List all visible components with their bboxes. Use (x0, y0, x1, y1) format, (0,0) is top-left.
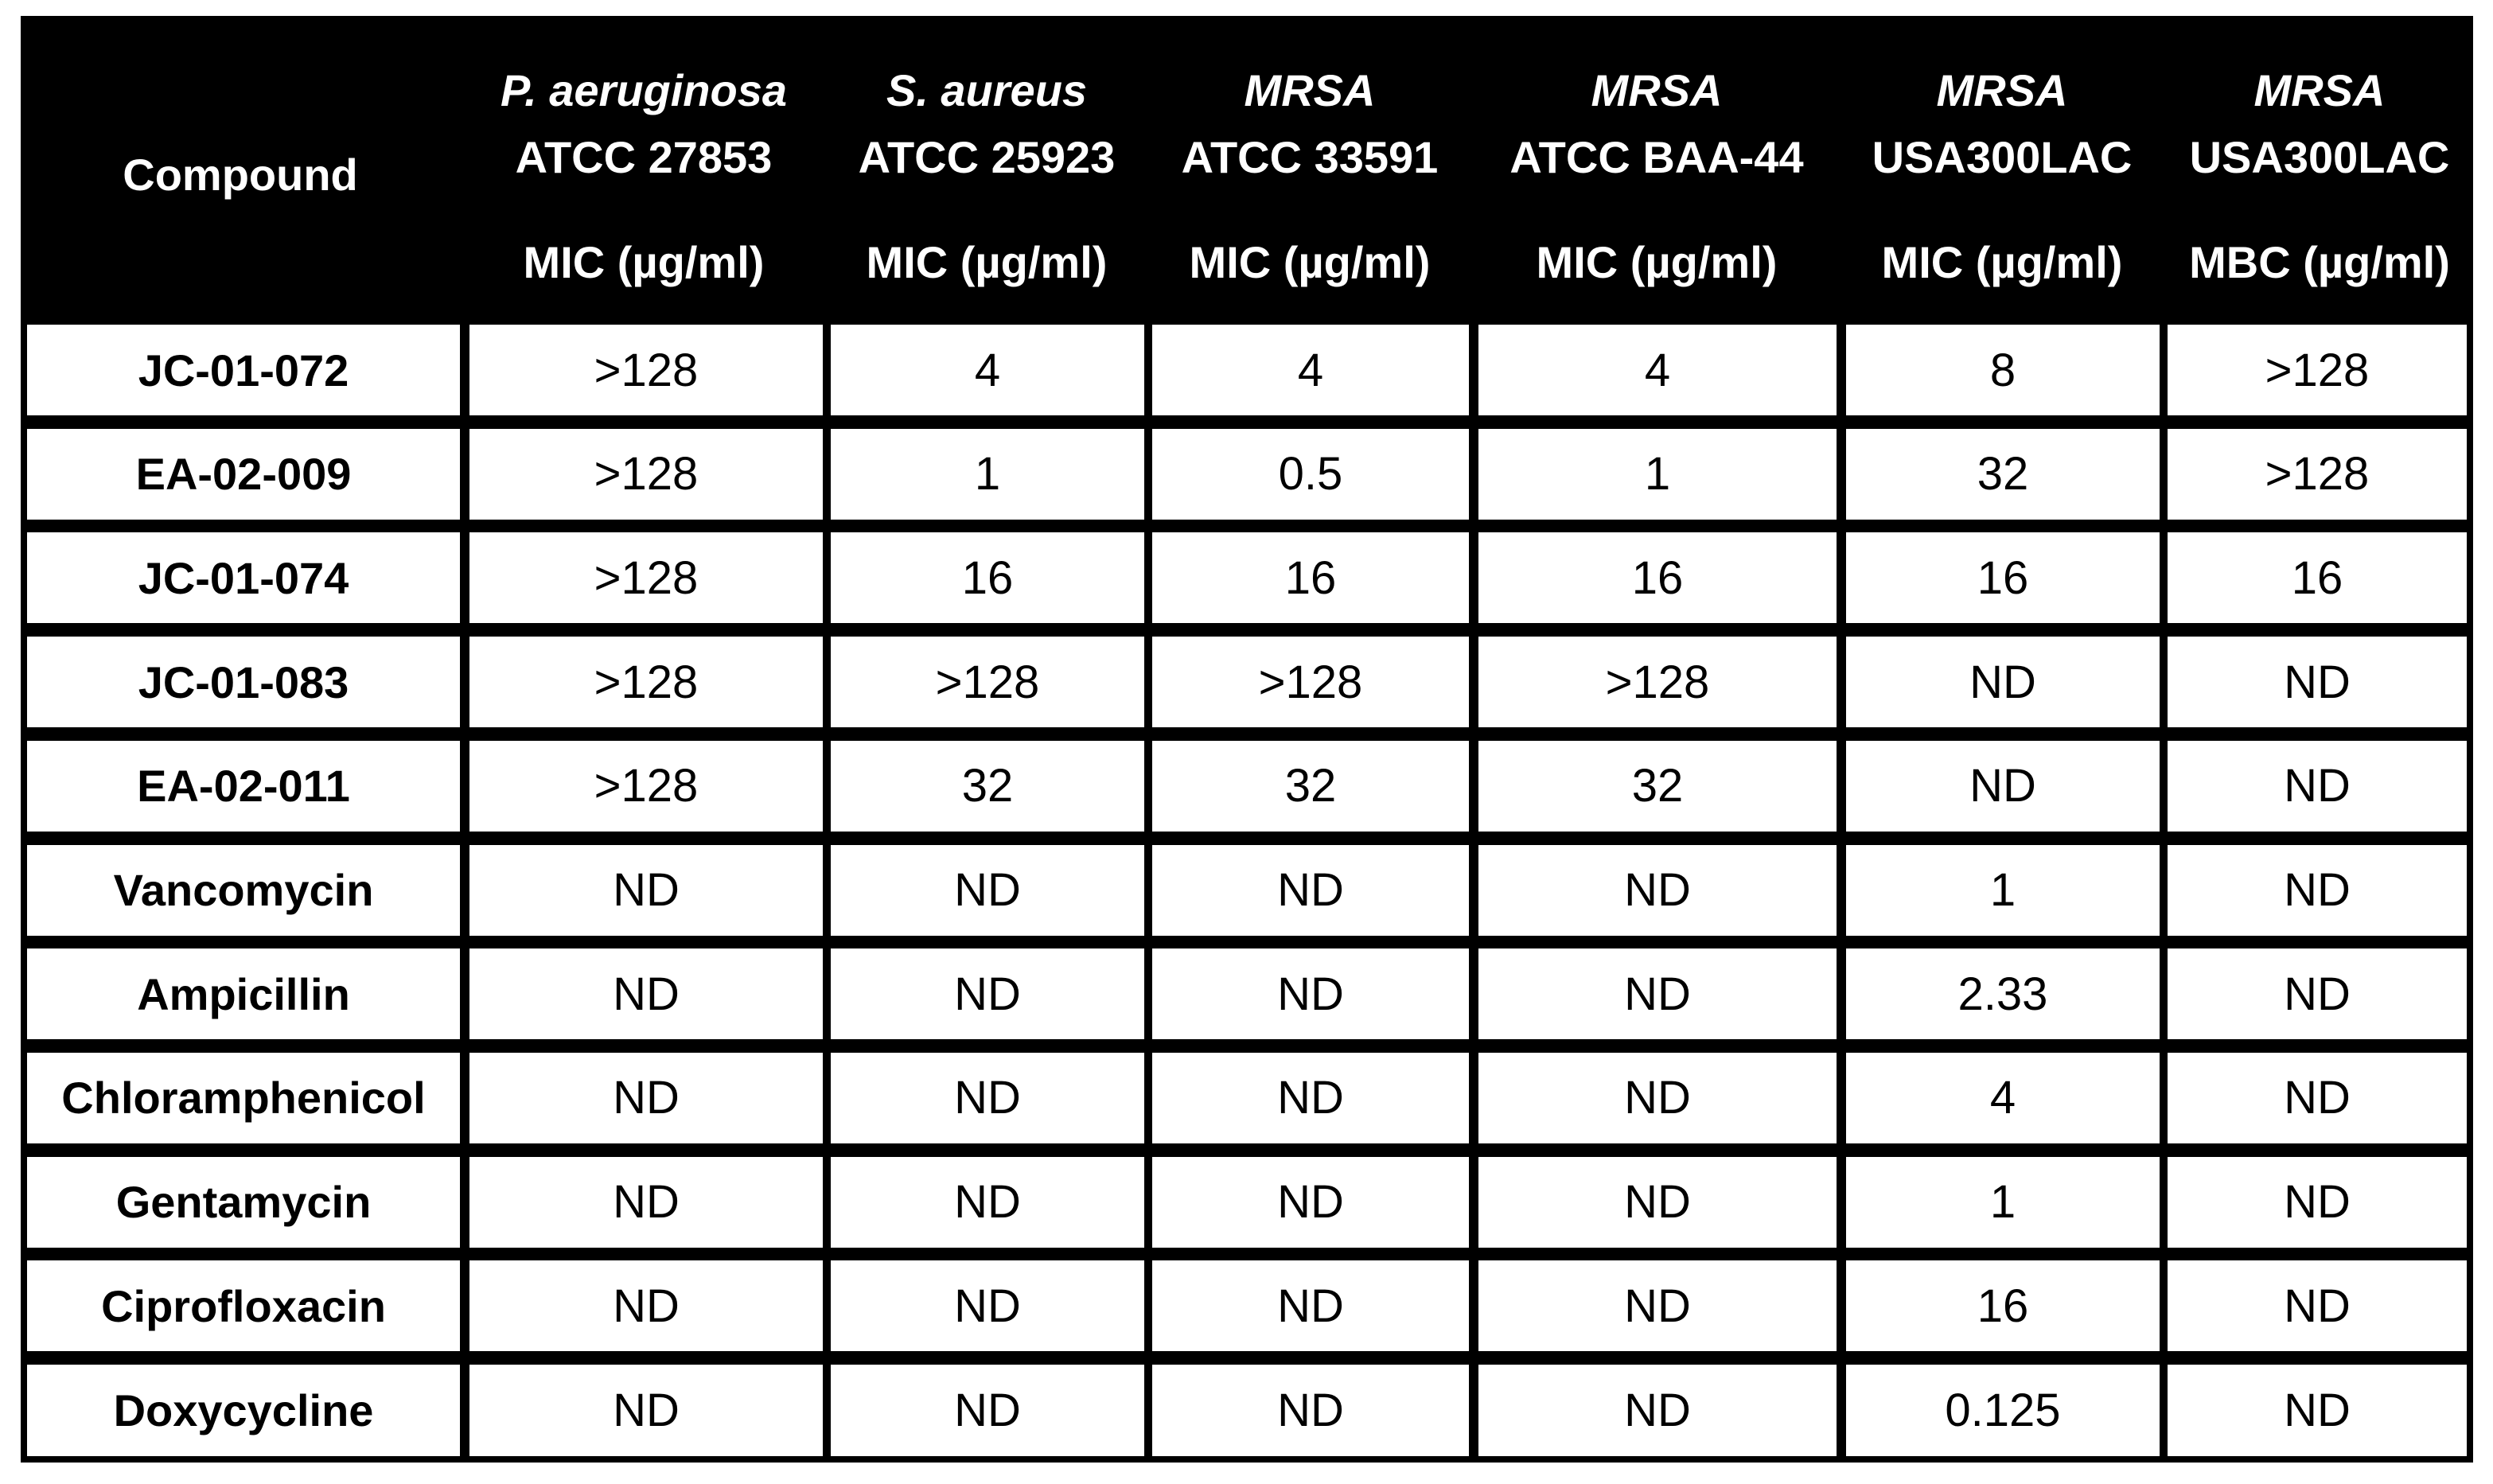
value-cell: >128 (469, 741, 823, 832)
value-cell: ND (1846, 741, 2160, 832)
header-organism: MRSA (1591, 65, 1723, 115)
value-cell: ND (469, 845, 823, 936)
value-cell: ND (831, 845, 1144, 936)
value-cell: ND (1478, 1365, 1837, 1456)
table-row (21, 1254, 2473, 1358)
value-cell: ND (1152, 1365, 1469, 1456)
value-cell: ND (1478, 1053, 1837, 1143)
value-cell: ND (1152, 1260, 1469, 1351)
header-organism: MRSA (1936, 65, 2068, 115)
value-cell: 16 (831, 532, 1144, 623)
compound-name-cell: Chloramphenicol (27, 1053, 460, 1143)
compound-name-cell: Doxycycline (27, 1365, 460, 1456)
value-cell: ND (469, 1365, 823, 1456)
value-cell: 1 (1846, 845, 2160, 936)
value-cell: 4 (1846, 1053, 2160, 1143)
value-cell: 1 (831, 429, 1144, 520)
value-cell: 32 (1152, 741, 1469, 832)
value-cell: ND (1152, 1157, 1469, 1248)
value-cell: ND (2168, 1053, 2467, 1143)
value-cell: 32 (1478, 741, 1837, 832)
value-cell: ND (1478, 845, 1837, 936)
value-cell: 8 (1846, 325, 2160, 415)
value-cell: >128 (1478, 637, 1837, 727)
value-cell: 16 (2168, 532, 2467, 623)
value-cell: 4 (1152, 325, 1469, 415)
table-row (21, 1358, 2473, 1463)
value-cell: >128 (2168, 429, 2467, 520)
table-row (21, 423, 2473, 527)
value-cell: 32 (831, 741, 1144, 832)
value-cell: ND (831, 1365, 1144, 1456)
mic-table (21, 16, 2473, 1463)
value-cell: ND (469, 1053, 823, 1143)
header-col-6 (2166, 16, 2473, 318)
value-cell: ND (2168, 637, 2467, 727)
value-cell: 0.5 (1152, 429, 1469, 520)
compound-name-cell: Vancomycin (27, 845, 460, 936)
value-cell: 16 (1478, 532, 1837, 623)
value-cell: 16 (1846, 1260, 2160, 1351)
value-cell: ND (1152, 948, 1469, 1039)
table-row (21, 734, 2473, 839)
compound-name-cell: JC-01-072 (27, 325, 460, 415)
value-cell: 16 (1846, 532, 2160, 623)
header-col-4 (1477, 16, 1837, 318)
value-cell: >128 (469, 637, 823, 727)
header-col-2 (829, 16, 1144, 318)
value-cell: ND (2168, 845, 2467, 936)
value-cell: ND (2168, 1365, 2467, 1456)
value-cell: ND (469, 1157, 823, 1248)
value-cell: 1 (1846, 1157, 2160, 1248)
value-cell: 16 (1152, 532, 1469, 623)
table-row (21, 526, 2473, 630)
header-unit: MIC (µg/ml) (523, 237, 765, 287)
header-organism: S. aureus (886, 65, 1088, 115)
header-strain: ATCC 25923 (858, 132, 1116, 182)
value-cell: ND (469, 1260, 823, 1351)
value-cell: >128 (469, 532, 823, 623)
value-cell: ND (831, 1157, 1144, 1248)
value-cell: ND (2168, 741, 2467, 832)
value-cell: 4 (1478, 325, 1837, 415)
value-cell: ND (831, 1260, 1144, 1351)
header-unit: MIC (µg/ml) (866, 237, 1108, 287)
value-cell: >128 (831, 637, 1144, 727)
value-cell: ND (831, 948, 1144, 1039)
compound-name-cell: JC-01-074 (27, 532, 460, 623)
table-row (21, 318, 2473, 423)
compound-name-cell: Gentamycin (27, 1157, 460, 1248)
compound-name-cell: Ampicillin (27, 948, 460, 1039)
compound-name-cell: Ciprofloxacin (27, 1260, 460, 1351)
header-col-3 (1151, 16, 1469, 318)
value-cell: ND (1478, 1260, 1837, 1351)
header-strain: ATCC BAA-44 (1509, 132, 1804, 182)
header-compound (21, 16, 460, 318)
table-header (21, 16, 2473, 318)
header-unit: MBC (µg/ml) (2189, 237, 2450, 287)
header-col-5 (1844, 16, 2160, 318)
value-cell: ND (1478, 948, 1837, 1039)
value-cell: ND (1152, 845, 1469, 936)
value-cell: ND (1846, 637, 2160, 727)
value-cell: ND (2168, 1260, 2467, 1351)
value-cell: 4 (831, 325, 1144, 415)
header-col-1 (466, 16, 821, 318)
compound-name-cell: JC-01-083 (27, 637, 460, 727)
table-row (21, 942, 2473, 1046)
header-unit: MIC (µg/ml) (1189, 237, 1431, 287)
value-cell: >128 (1152, 637, 1469, 727)
table-row (21, 630, 2473, 734)
value-cell: 32 (1846, 429, 2160, 520)
table-body (21, 318, 2473, 1463)
value-cell: 1 (1478, 429, 1837, 520)
value-cell: >128 (469, 429, 823, 520)
header-unit: MIC (µg/ml) (1536, 237, 1778, 287)
compound-name-cell: EA-02-011 (27, 741, 460, 832)
value-cell: 0.125 (1846, 1365, 2160, 1456)
header-unit: MIC (µg/ml) (1881, 237, 2123, 287)
header-strain: USA300LAC (1872, 132, 2133, 182)
table-row (21, 1151, 2473, 1255)
header-compound-label: Compound (123, 150, 358, 200)
value-cell: >128 (469, 325, 823, 415)
compound-name-cell: EA-02-009 (27, 429, 460, 520)
value-cell: ND (2168, 948, 2467, 1039)
table-row (21, 1046, 2473, 1151)
header-organism: P. aeruginosa (500, 65, 787, 115)
value-cell: ND (831, 1053, 1144, 1143)
header-strain: USA300LAC (2189, 132, 2450, 182)
value-cell: ND (469, 948, 823, 1039)
table-row (21, 839, 2473, 943)
value-cell: ND (1478, 1157, 1837, 1248)
value-cell: ND (1152, 1053, 1469, 1143)
header-strain: ATCC 33591 (1181, 132, 1439, 182)
header-organism: MRSA (1244, 65, 1376, 115)
header-strain: ATCC 27853 (515, 132, 773, 182)
value-cell: 2.33 (1846, 948, 2160, 1039)
value-cell: ND (2168, 1157, 2467, 1248)
header-organism: MRSA (2253, 65, 2386, 115)
value-cell: >128 (2168, 325, 2467, 415)
